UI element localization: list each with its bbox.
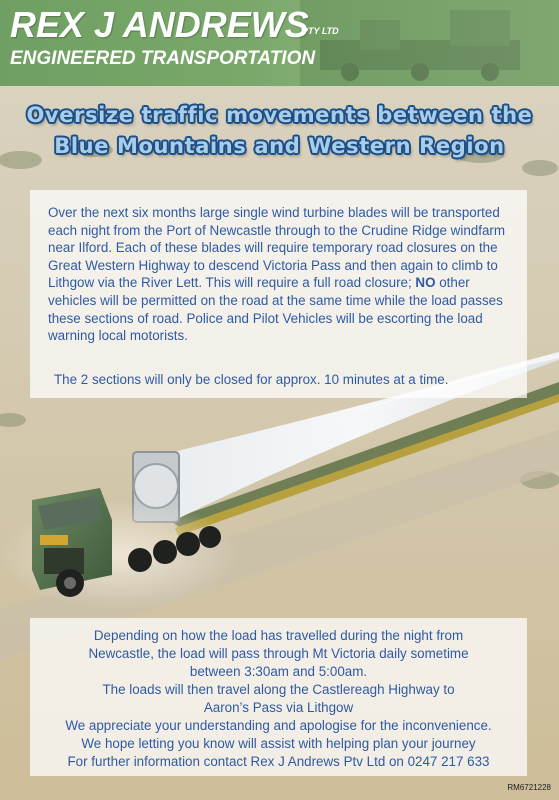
notice-paragraph: [48, 204, 518, 345]
headline-line-2: Blue Mountains and Western Region: [54, 134, 505, 158]
details-line-3: between 3:30am and 5:00am.: [189, 664, 368, 679]
notice-body: [48, 204, 518, 345]
details-panel: [30, 618, 527, 776]
details-line-1: Depending on how the load has travelled during the night from: [93, 628, 464, 643]
header-banner: [0, 0, 559, 86]
details-line-2: Newcastle, the load will pass through Mt Victoria daily sometime: [88, 646, 469, 661]
reference-code: RM6721228: [507, 783, 551, 792]
notice-panel: [30, 190, 527, 398]
details-line-5: Aaron’s Pass via Lithgow: [203, 700, 354, 715]
headline: [0, 100, 559, 162]
details-line-8: For further information contact Rex J Andrews Ptv Ltd on 0247 217 633: [67, 754, 490, 769]
company-name: REX J ANDREWS: [10, 4, 309, 45]
company-suffix: PTY LTD: [302, 26, 339, 36]
company-tagline: ENGINEERED TRANSPORTATION: [10, 48, 316, 69]
notice-text-start: Over the next six months large single wind turbine blades will be transported each night from the Port of Newcastle through to the Crudine Ridge windfarm near Ilford. Each of these blades will require temporary road closures on the Great Western Highway to descend Victoria Pass and then again to climb to Lithgow via the River Lett. This will require a full road closure;: [48, 205, 506, 291]
details-line-4: The loads will then travel along the Castlereagh Highway to: [102, 682, 455, 697]
header-photo-overlay: [300, 0, 559, 86]
headline-line-1: Oversize traffic movements between the: [26, 103, 533, 127]
closure-duration-note: The 2 sections will only be closed for approx. 10 minutes at a time.: [54, 372, 449, 387]
notice-text-end: other vehicles will be permitted on the road at the same time while the load passes these sections of road. Police and Pilot Vehicles will be escorting the load warning local motorists.: [48, 275, 503, 344]
details-line-6: We appreciate your understanding and apologise for the inconvenience.: [65, 718, 492, 733]
details-line-7: We hope letting you know will assist with helping plan your journey: [81, 736, 476, 751]
notice-emphasis: NO: [415, 275, 436, 291]
